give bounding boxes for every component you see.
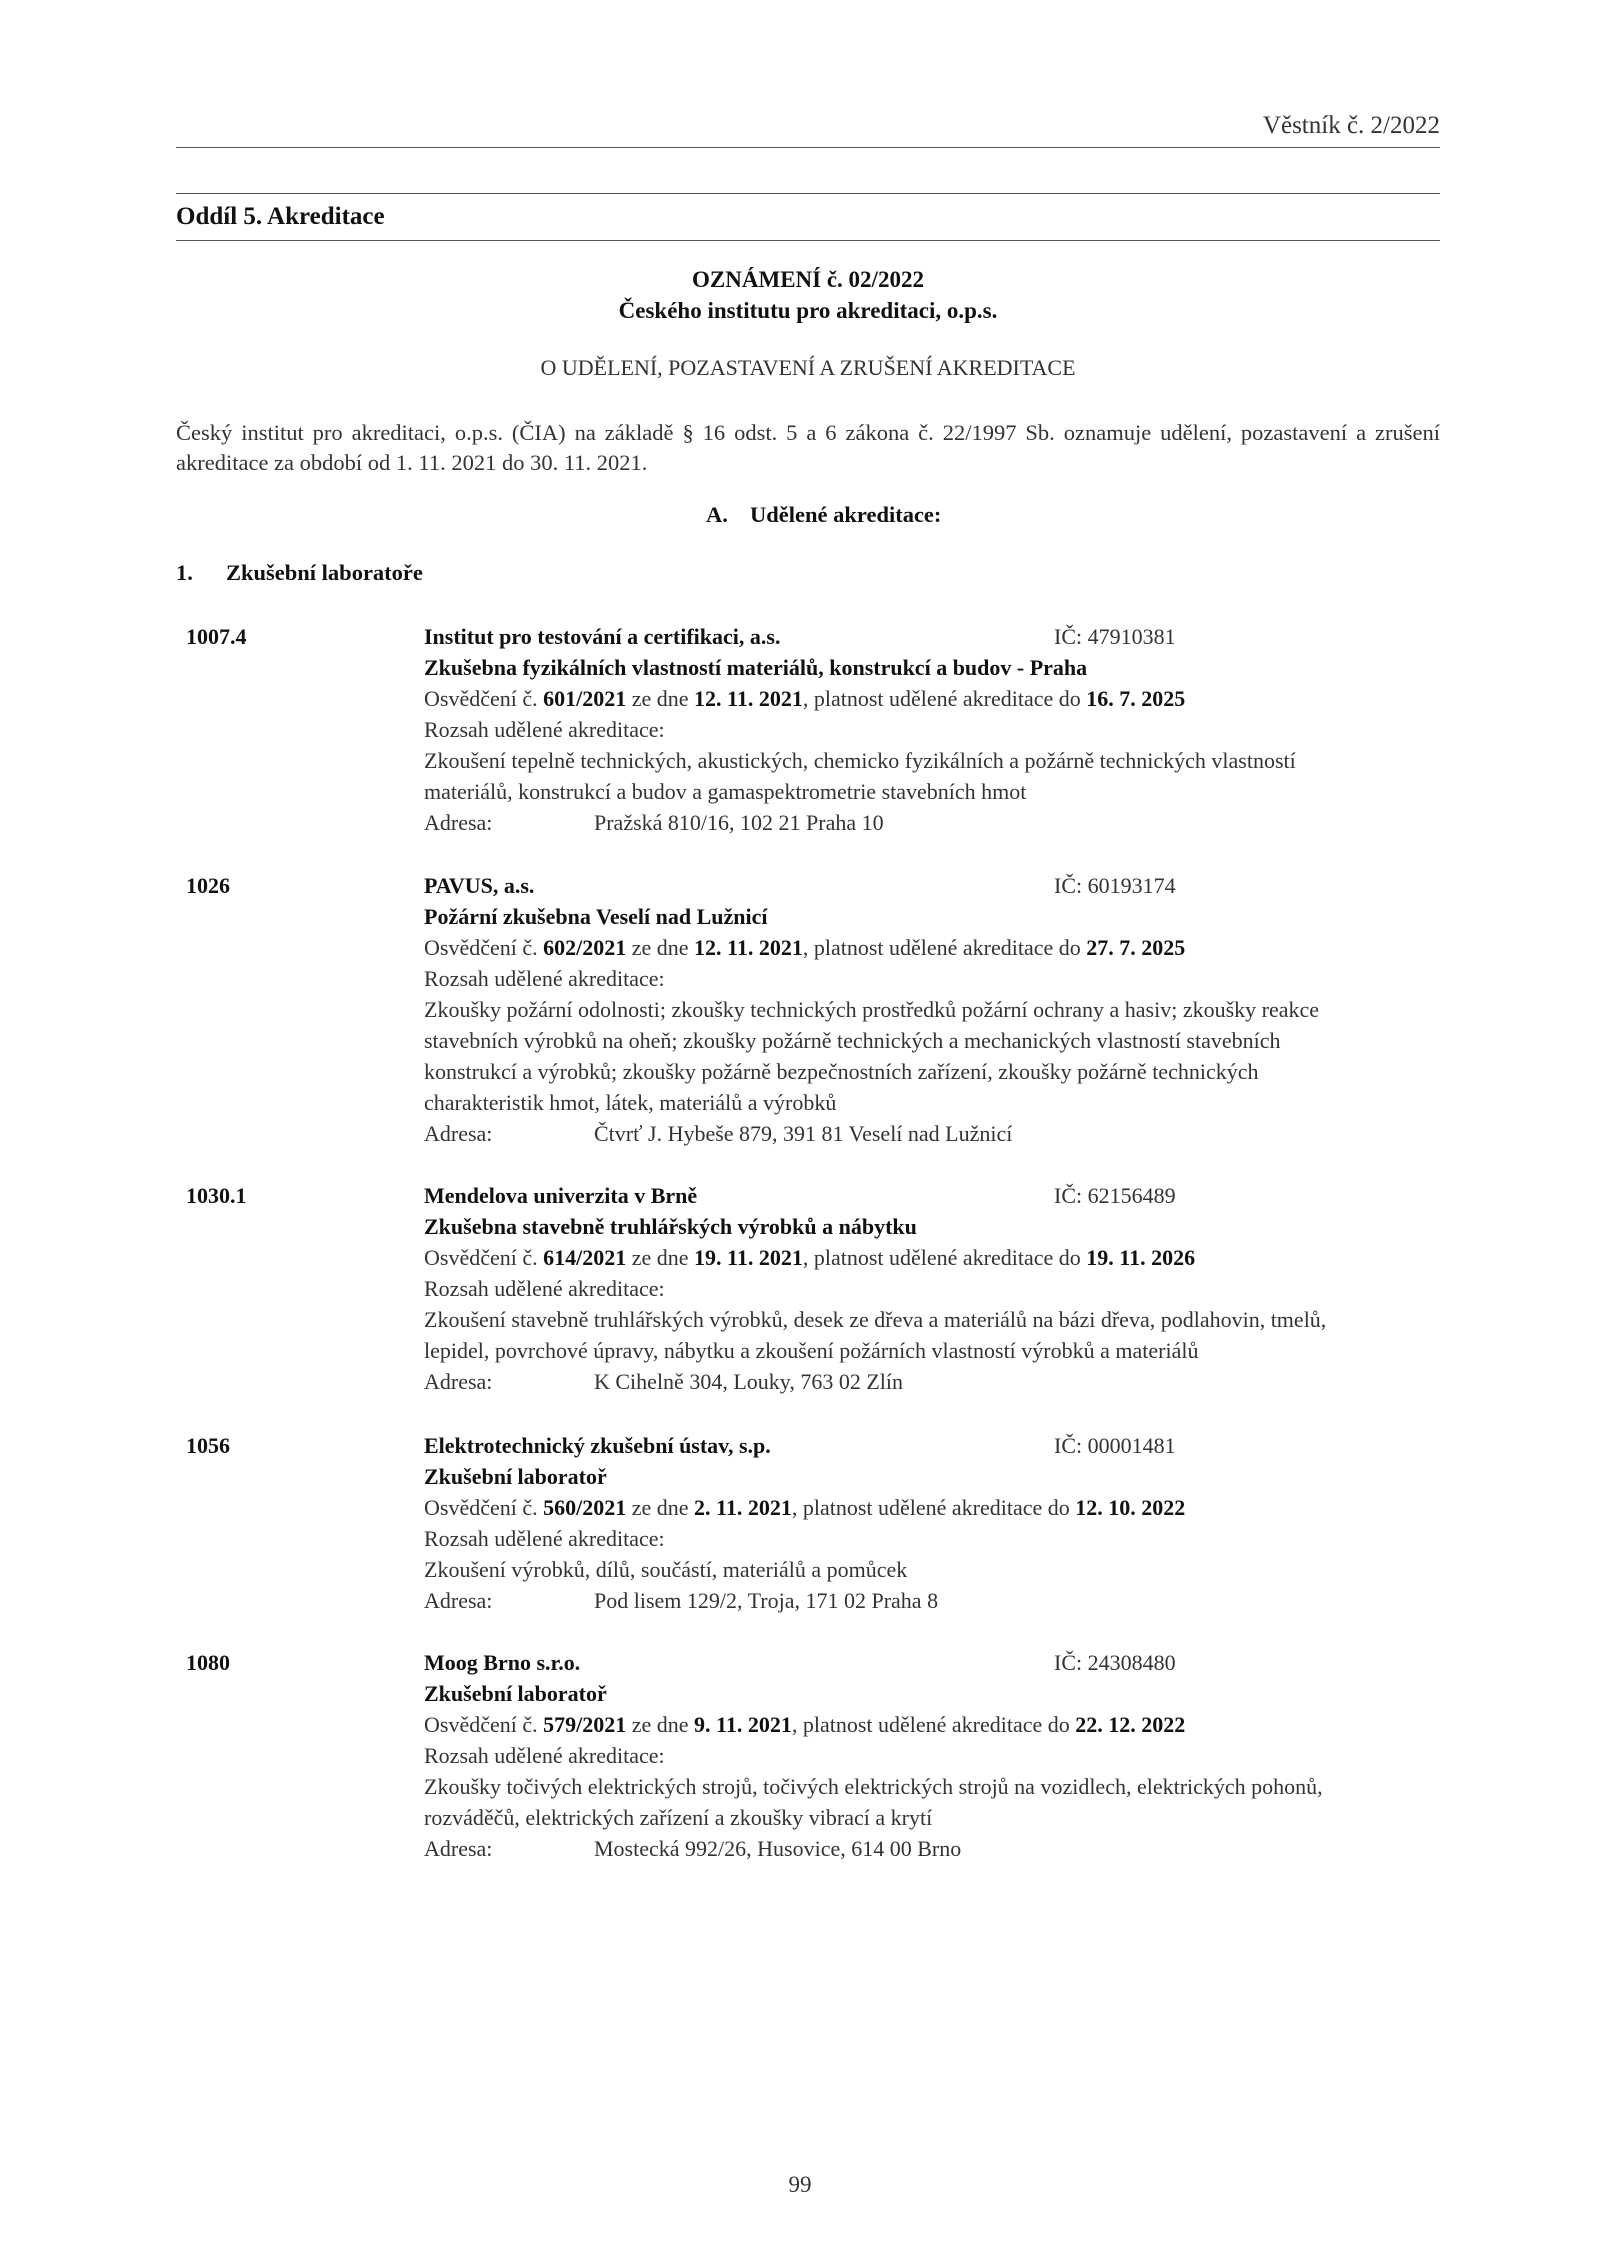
cert-date-prefix: ze dne — [631, 935, 689, 960]
ico-label: IČ: — [1054, 1433, 1083, 1458]
address-value: Čtvrť J. Hybeše 879, 391 81 Veselí nad Lužnicí — [594, 1121, 1013, 1146]
valid-until: 19. 11. 2026 — [1086, 1245, 1196, 1270]
certificate-line — [424, 932, 1440, 963]
accreditation-code: 1026 — [186, 873, 230, 898]
notice-intro: Český institut pro akreditaci, o.p.s. (ČIA) na základě § 16 odst. 5 a 6 zákona č. 22/1997 Sb. oznamuje udělení, pozastavení a zrušení akreditace za období od 1. 11. 2021 do 30. 11. 2021. — [176, 420, 1440, 475]
cert-prefix: Osvědčení č. — [424, 1245, 538, 1270]
scope-label: Rozsah udělené akreditace: — [424, 1526, 665, 1551]
scope-line: Zkoušky požární odolnosti; zkoušky technických prostředků požární ochrany a hasiv; zkoušky reakce — [424, 997, 1320, 1022]
cert-date: 12. 11. 2021 — [694, 935, 803, 960]
scope-line: rozváděčů, elektrických zařízení a zkoušky vibrací a krytí — [424, 1805, 933, 1830]
accreditation-code: 1030.1 — [186, 1183, 247, 1208]
scope-label: Rozsah udělené akreditace: — [424, 966, 665, 991]
cert-date-prefix: ze dne — [631, 1712, 689, 1737]
ico-field — [1054, 1430, 1176, 1461]
accreditation-code: 1080 — [186, 1650, 230, 1675]
scope-line: Zkoušení tepelně technických, akustických, chemicko fyzikálních a požárně technických vlastností — [424, 748, 1296, 773]
cert-date-prefix: ze dne — [631, 1245, 689, 1270]
cert-prefix: Osvědčení č. — [424, 935, 538, 960]
valid-until: 12. 10. 2022 — [1075, 1495, 1186, 1520]
ico-field — [1054, 1180, 1176, 1211]
address-line — [424, 1585, 1440, 1616]
cert-number: 560/2021 — [543, 1495, 627, 1520]
accreditation-code: 1056 — [186, 1433, 230, 1458]
valid-until: 16. 7. 2025 — [1086, 686, 1186, 711]
ico-value: 62156489 — [1087, 1183, 1176, 1208]
address-label: Adresa: — [424, 1836, 493, 1861]
cert-number: 602/2021 — [543, 935, 627, 960]
scope-label: Rozsah udělené akreditace: — [424, 717, 665, 742]
entry-body — [424, 870, 1440, 1149]
ico-field — [1054, 870, 1176, 901]
notice-title: OZNÁMENÍ č. 02/2022 — [692, 267, 924, 292]
scope-line: konstrukcí a výrobků; zkoušky požárně bezpečnostních zařízení, zkoušky požárně technických — [424, 1059, 1259, 1084]
section-divider-top — [176, 193, 1440, 194]
notice-subtitle: Českého institutu pro akreditaci, o.p.s. — [618, 298, 998, 323]
validity-prefix: , platnost udělené akreditace do — [791, 1495, 1070, 1520]
laboratory-name: Zkušební laboratoř — [424, 1464, 607, 1489]
laboratory-name: Zkušebna fyzikálních vlastností materiálů, konstrukcí a budov - Praha — [424, 655, 1088, 680]
scope-label: Rozsah udělené akreditace: — [424, 1743, 665, 1768]
scope-line: materiálů, konstrukcí a budov a gamaspektrometrie stavebních hmot — [424, 779, 1027, 804]
bulletin-title: Věstník č. 2/2022 — [1262, 112, 1440, 139]
organization-name: Mendelova univerzita v Brně — [424, 1183, 698, 1208]
notice-heading: O UDĚLENÍ, POZASTAVENÍ A ZRUŠENÍ AKREDITACE — [540, 355, 1076, 380]
subsection-number: 1. — [176, 560, 193, 585]
address-value: Pražská 810/16, 102 21 Praha 10 — [594, 810, 884, 835]
scope-line: lepidel, povrchové úpravy, nábytku a zkoušení požárních vlastností výrobků a materiálů — [424, 1338, 1199, 1363]
entry-body — [424, 1430, 1440, 1616]
laboratory-name: Zkušebna stavebně truhlářských výrobků a nábytku — [424, 1214, 917, 1239]
valid-until: 22. 12. 2022 — [1075, 1712, 1186, 1737]
cert-date-prefix: ze dne — [631, 1495, 689, 1520]
part-heading — [706, 502, 941, 528]
scope-line: Zkoušky točivých elektrických strojů, točivých elektrických strojů na vozidlech, elektrických pohonů, — [424, 1774, 1323, 1799]
validity-prefix: , platnost udělené akreditace do — [802, 686, 1081, 711]
organization-name: PAVUS, a.s. — [424, 873, 535, 898]
scope-line: Zkoušení výrobků, dílů, součástí, materiálů a pomůcek — [424, 1557, 908, 1582]
cert-date: 9. 11. 2021 — [694, 1712, 792, 1737]
address-value: Pod lisem 129/2, Troja, 171 02 Praha 8 — [594, 1588, 939, 1613]
validity-prefix: , platnost udělené akreditace do — [802, 1245, 1081, 1270]
accreditation-code: 1007.4 — [186, 624, 247, 649]
cert-prefix: Osvědčení č. — [424, 1712, 538, 1737]
cert-date: 19. 11. 2021 — [694, 1245, 803, 1270]
ico-value: 47910381 — [1087, 624, 1176, 649]
page-number: 99 — [788, 2172, 812, 2197]
ico-field — [1054, 621, 1176, 652]
cert-date-prefix: ze dne — [631, 686, 689, 711]
address-label: Adresa: — [424, 1369, 493, 1394]
header-divider — [176, 147, 1440, 148]
scope-line: stavebních výrobků na oheň; zkoušky požárně technických a mechanických vlastností stavebních — [424, 1028, 1281, 1053]
certificate-line — [424, 1492, 1440, 1523]
scope-label: Rozsah udělené akreditace: — [424, 1276, 665, 1301]
validity-prefix: , platnost udělené akreditace do — [791, 1712, 1070, 1737]
part-title: Udělené akreditace: — [750, 502, 942, 527]
cert-number: 579/2021 — [543, 1712, 627, 1737]
address-label: Adresa: — [424, 1121, 493, 1146]
validity-prefix: , platnost udělené akreditace do — [802, 935, 1081, 960]
address-line — [424, 1366, 1440, 1397]
section-divider-bottom — [176, 240, 1440, 241]
cert-prefix: Osvědčení č. — [424, 1495, 538, 1520]
address-line — [424, 1833, 1440, 1864]
laboratory-name: Zkušební laboratoř — [424, 1681, 607, 1706]
certificate-line — [424, 1242, 1440, 1273]
entry-body — [424, 621, 1440, 838]
address-value: Mostecká 992/26, Husovice, 614 00 Brno — [594, 1836, 962, 1861]
entry-body — [424, 1180, 1440, 1397]
address-line — [424, 1118, 1440, 1149]
ico-value: 24308480 — [1087, 1650, 1176, 1675]
ico-label: IČ: — [1054, 873, 1083, 898]
ico-value: 60193174 — [1087, 873, 1176, 898]
address-value: K Cihelně 304, Louky, 763 02 Zlín — [594, 1369, 903, 1394]
laboratory-name: Požární zkušebna Veselí nad Lužnicí — [424, 904, 768, 929]
organization-name: Moog Brno s.r.o. — [424, 1650, 581, 1675]
ico-value: 00001481 — [1087, 1433, 1176, 1458]
organization-name: Elektrotechnický zkušební ústav, s.p. — [424, 1433, 771, 1458]
certificate-line — [424, 1709, 1440, 1740]
subsection-heading — [176, 560, 423, 586]
cert-number: 601/2021 — [543, 686, 627, 711]
organization-name: Institut pro testování a certifikaci, a.s. — [424, 624, 781, 649]
cert-number: 614/2021 — [543, 1245, 627, 1270]
scope-line: charakteristik hmot, látek, materiálů a výrobků — [424, 1090, 837, 1115]
part-letter: A. — [706, 502, 728, 527]
ico-label: IČ: — [1054, 624, 1083, 649]
ico-label: IČ: — [1054, 1183, 1083, 1208]
cert-date: 12. 11. 2021 — [694, 686, 803, 711]
subsection-title: Zkušební laboratoře — [226, 560, 423, 585]
scope-line: Zkoušení stavebně truhlářských výrobků, desek ze dřeva a materiálů na bázi dřeva, podlahovin, tmelů, — [424, 1307, 1327, 1332]
address-label: Adresa: — [424, 810, 493, 835]
cert-prefix: Osvědčení č. — [424, 686, 538, 711]
ico-label: IČ: — [1054, 1650, 1083, 1675]
valid-until: 27. 7. 2025 — [1086, 935, 1186, 960]
address-line — [424, 807, 1440, 838]
address-label: Adresa: — [424, 1588, 493, 1613]
certificate-line — [424, 683, 1440, 714]
section-title: Oddíl 5. Akreditace — [176, 203, 385, 230]
cert-date: 2. 11. 2021 — [694, 1495, 792, 1520]
entry-body — [424, 1647, 1440, 1864]
ico-field — [1054, 1647, 1176, 1678]
